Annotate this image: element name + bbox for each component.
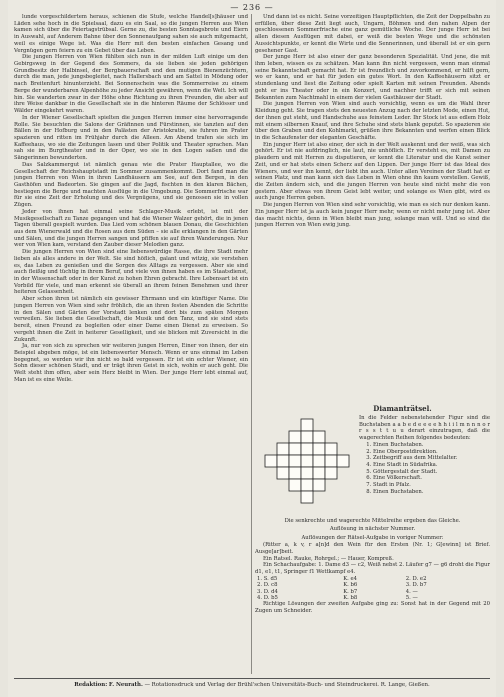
riddle-item: 4. Eine Stadt in Südafrika.	[373, 462, 490, 469]
riddle-answer-note: Auflösung in nächster Nummer.	[329, 525, 416, 532]
riddle-list	[359, 442, 490, 496]
grid-cell	[265, 455, 277, 467]
riddle-item: 5. Göttergestalt der Stadt.	[373, 469, 490, 476]
page-number: — 236 —	[230, 3, 274, 12]
table-cell: 2. D. c8	[257, 582, 278, 589]
grid-cell	[277, 443, 289, 455]
grid-cell	[325, 443, 337, 455]
paragraph: In der Wiener Gesellschaft spielten die jungen Herren immer eine hervorragende Rolle. Sie besuchten die Salons der Gräfinnen und Fürstinnen, sie tanzten auf den Bällen in der Hofburg und in den Palästen der Aristokratie, sie fuhren im Prater spazieren und ritten im Frühjahr durch die Alleen. Am Abend trafen sie sich im Kaffeehaus, wo sie die Zeitungen lasen und über Politik und Theater sprachen. Man sah sie im Burgtheater und in der Oper, wo sie in den Logen saßen und die Sängerinnen bewunderten.	[14, 114, 248, 162]
grid-cell	[289, 443, 301, 455]
solutions-line: Ein Schachaufgabe: 1. Dame d3 — c2, Weiß nebst 2. Läufer g7 — g6 droht die Figur d1, e1, t1, Springer f1 Wettkampf e4.	[255, 562, 490, 575]
paragraph: Aber schon ihren ist nämlich ein gewisser Ehrmann und ein künftiger Name. Die jungen Herren von Wien sind sehr fröhlich, die an ihren festen Abenden die Schritte in den Sälen und Gärten der Vorstadt lenken und dort bis zum späten Morgen verweilen. Sie lieben die Gesellschaft, die Musik und den Tanz, und sie sind stets bereit, einen Freund zu begleiten oder einer Dame einen Dienst zu erweisen. So vergeht ihnen die Zeit in heiterer Geselligkeit, und sie blicken mit Zuversicht in die Zukunft.	[14, 296, 248, 343]
grid-cell	[301, 479, 313, 491]
table-cell: K. b7	[343, 588, 358, 595]
page	[8, 0, 496, 697]
table-cell: 4. D. b5	[257, 594, 278, 601]
footer-editor-label: Redaktion:	[74, 682, 108, 688]
solutions-block	[255, 535, 490, 614]
column-divider	[251, 14, 252, 674]
grid-cell	[289, 431, 301, 443]
footer	[14, 682, 490, 688]
grid-cell	[301, 491, 313, 503]
riddle-block	[255, 415, 490, 517]
riddle-text	[359, 415, 490, 495]
solutions-table	[255, 576, 490, 602]
grid-cell	[277, 467, 289, 479]
riddle-item: 2. Eine Oberpostdirektion.	[373, 449, 490, 456]
grid-cell	[313, 479, 325, 491]
right-column-text	[255, 14, 490, 402]
riddle-note: Die senkrechte und wagerechte Mittelreihe ergeben das Gleiche.	[284, 518, 461, 524]
table-cell: 4. —	[405, 588, 418, 595]
right-column	[255, 14, 490, 674]
solutions-closing: Richtige Lösungen der zweiten Aufgabe ging zu: Sonst hat in der Gegend mit 20 Zugen um Schneider.	[255, 601, 490, 615]
riddle-item: 1. Einen Buchstaben.	[373, 442, 490, 449]
grid-cell	[301, 419, 313, 431]
grid-cell	[325, 467, 337, 479]
grid-cell	[301, 431, 313, 443]
grid-cell	[289, 467, 301, 479]
paragraph: Die jungen Herren von Wien sind eine liebenswürdige Rasse, die ihre Stadt mehr lieben als alles andere in der Welt. Sie sind höflich, galant und witzig, sie verstehen es, das Leben zu genießen und die Sorgen des Alltags zu vergessen. Aber sie sind auch fleißig und tüchtig in ihrem Beruf, und viele von ihnen haben es im Staatsdienst, in der Wissenschaft oder in der Kunst zu hohen Ehren gebracht. Ihre Lebensart ist ein Vorbild für viele, und man erkennt sie überall an ihrem feinen Benehmen und ihrer heiteren Gelassenheit.	[14, 249, 248, 296]
grid-cell	[313, 431, 325, 443]
grid-cell	[313, 443, 325, 455]
paragraph: Ja, nur von sich zu sprechen wir weiteren jungen Herren, Einer von ihnen, der ein Beispiel abgeben möge, ist ein liebenswerter Mensch. Wenn er uns einmal im Leben begegnet, so werden wir ihn nicht so bald vergessen. Er ist ein echter Wiener, ein Sohn dieser schönen Stadt, und er trägt ihren Geist in sich, wohin er auch geht. Die Welt steht ihm offen, aber sein Herz bleibt in Wien. Der junge Herr lebt einmal auf, Man ist es eine Weile.	[14, 343, 248, 383]
paragraph: Ein junger Herr ist also einer, der sich in der Welt auskennt und der weiß, was sich gehört. Er ist nie aufdringlich, nie laut, nie unhöflich. Er versteht es, mit Damen zu plaudern und mit Herren zu disputieren, er kennt die Literatur und die Kunst seiner Zeit, und er hat stets einen Scherz auf den Lippen. Der junge Herr ist das Ideal des Wieners, und wer ihn kennt, der liebt ihn auch. Unter allen Vereinen der Stadt hat er seinen Platz, und man kann sich das Leben in Wien ohne ihn kaum vorstellen. Gewiß, die Zeiten ändern sich, und die jungen Herren von heute sind nicht mehr die von gestern. Aber etwas von ihrem Geist lebt weiter, und solange es Wien gibt, wird es auch junge Herren geben.	[255, 141, 490, 202]
left-column	[14, 14, 248, 674]
grid-cell	[277, 455, 289, 467]
table-cell: 3. D. d4	[257, 588, 278, 595]
footer-printer: — Rotationsdruck und Verlag der Brühl'schen Universitäts-Buch- und Steindruckerei. R. Lange, Gießen.	[144, 682, 430, 688]
grid-cell	[313, 467, 325, 479]
grid-cell	[289, 479, 301, 491]
paragraph: Die jungen Herren von Wien sind auch vorsichtig, wenn es um die Wahl ihrer Kleidung geht. Sie tragen stets den neuesten Anzug nach der letzten Mode, einen Hut, der ihnen gut steht, und Handschuhe aus feinstem Leder. Ihr Stock ist aus edlem Holz mit einem silbernen Knauf, und ihre Schuhe sind stets blank geputzt. So spazieren sie über den Graben und den Kohlmarkt, grüßen ihre Bekannten und werfen einen Blick in die Schaufenster der eleganten Geschäfte.	[255, 101, 490, 141]
table-cell: K. b8	[343, 594, 358, 601]
riddle-item: 6. Eine Völkerschaft.	[373, 475, 490, 482]
grid-cell	[301, 455, 313, 467]
table-cell: 5. —	[405, 594, 418, 601]
riddle-item: 8. Einen Buchstaben.	[373, 489, 490, 496]
paragraph: Jeder von ihnen hat einmal seine Schlager-Musik erlebt, ist mit der Musikgesellschaft zu Tanze gegangen und hat die Wiener Walzer gehört, die in jenen Tagen überall gespielt wurden. Das Lied vom schönen blauen Donau, die Geschichten aus dem Wienerwald und die Rosen aus dem Süden – sie alle erklangen in den Gärten und Sälen, und die jungen Herren sangen und pfiffen sie auf ihren Wanderungen. Nur wer von Wien kam, verstand den Zauber dieser Melodien ganz.	[14, 208, 248, 249]
riddle-intro: In die Felder nebenstehender Figur sind die Buchstaben a a b e d e e e e h h i i l m n n n o r r s s t t u u derart einzutragen, daß die wagerechten Reihen folgendes bedeuten:	[359, 415, 490, 442]
table-cell: 3. D. b7	[405, 582, 427, 589]
table-cell: K. e4	[343, 575, 358, 582]
riddle-item: 7. Stadt in Pfalz.	[373, 482, 490, 489]
solutions-line: (Ritter a, k v, r a[n]d den Wein für den Ersten (Nr. 1; G[ewinn] ist Brief. Ausge[ar]beit.	[255, 542, 490, 555]
paragraph: lunde vorgeschildertem heraus, schienen die Stufe, welche Handel[s]häuser und Läden sehe hoch in die Spielsaal, dazu es ein Saal, so die jungen Herren aus Wien kamen sich über die Feiertagstrübsal. Gerne zu, die besten Sonntagsbrote und Eiern in Auswahl, auf Anderem Bahne über den Sonnenaufgang sahen sie auch mitgemacht, weil es einige Wege ist. Was die Herr mit den besten einfachen Gesang und Vergnügen gern feiern zu ein Gebet über das Leben.	[14, 14, 248, 54]
table-cell: K. b6	[343, 582, 358, 589]
grid-cell	[301, 467, 313, 479]
riddle-title: Diamanträtsel.	[373, 404, 432, 413]
paragraph: Das Salzkammergut ist nämlich genau wie die Prater Hauptallee, wo die Gesellschaft der Reichshauptstadt im Sommer zusammenkommt. Dort fand man die jungen Herren von Wien in ihren Landhäusern am See, auf den Bergen, in den Gasthöfen und Badeorten. Sie gingen auf die Jagd, fischten in den klaren Bächen, bestiegen die Berge und machten Ausflüge in die Umgebung. Die Sommerfrische war für sie eine Zeit der Erholung und des Vergnügens, und sie genossen sie in vollen Zügen.	[14, 161, 248, 209]
footer-rule	[14, 678, 490, 679]
solutions-line: Ein Ratsel. Rauke, Rohrgel.; — Hauer, Kompreß.	[263, 555, 394, 562]
paragraph: Die jungen Herren von Wien sind sehr vorsichtig, wie man es sich nur denken kann. Ein junger Herr ist ja auch kein junger Herr mehr, wenn er nicht mehr jung ist. Aber das macht nichts, denn in Wien bleibt man jung, solange man will. Und so sind die jungen Herren von Wien ewig jung.	[255, 202, 490, 229]
paragraph: Der junge Herr ist also einer der ganz besonderen Spezialität. Und jene, die mit ihm leben, wissen es zu schätzen. Man kann ihn nicht vergessen, wenn man einmal seine Bekanntschaft gemacht hat. Er ist freundlich und zuvorkommend, er hilft gern, wo er kann, und er hat für jeden ein gutes Wort. In den Kaffeehäusern sitzt er stundenlang und liest die Zeitung oder spielt Karten mit seinen Freunden. Abends geht er ins Theater oder in ein Konzert, und nachher trifft er sich mit seinen Bekannten zum Nachtmahl in einem der vielen Gasthäuser der Stadt.	[255, 54, 490, 101]
grid-cell	[313, 455, 325, 467]
paragraph: Und dann ist es nicht. Seine vorzeitigen Hauptpflichten, die Zeit der Doppelbahn zu erfüllen, über diese Zeit liegt auch, Ungarn, Böhmen und den nahen Alpen der geschlossenen Sommerfrische eine ganz gemütliche Woche. Der junge Herr ist bei allen diesen Ausflügen mit dabei, er weiß die besten Wege und die schönsten Aussichtspunkte, er kennt die Wirte und die Sennerinnen, und überall ist er ein gern gesehener Gast.	[255, 14, 490, 54]
grid-cell	[325, 455, 337, 467]
riddle-item: 3. Zeitbegriff aus dem Mittelalter.	[373, 455, 490, 462]
diamond-grid-figure	[257, 415, 357, 515]
footer-editor-name: F. Neurath.	[108, 682, 143, 688]
grid-cell	[301, 443, 313, 455]
grid-cell	[289, 455, 301, 467]
grid-cell	[337, 455, 349, 467]
table-cell: 2. D. e2	[405, 575, 427, 582]
solutions-title: Auflösungen der Rätsel-Aufgabe in voriger Nummer:	[301, 535, 444, 542]
table-cell: 1. S. d5	[257, 575, 278, 582]
paragraph: Die jungen Herren von Wien fühlten sich nun in der milden Luft einige um den Gebirgsweg in der Gegend des Sommers, da sie lieben sie jeden gehörigen Grundbesitz der Halbinsel, der Bergbauerschaft und den mutigen Bienenzüchtern, durch die man, jede jungsbegleitet, nach Hallersbach und am Sattel in Mödung oder nach Breitenfurt hinunterzieht. Bei Sonnenschein was die Sommerreise zu einem Berge der wunderbaren Alpenhöhe zu jeder Ansicht gewähren, wenn die Welt. Ich will hin. Sie wanderten zwar in der Höhe ohne Richtung zu ihren Freunden, die aber auf ihre Weise dankbar in die Gesellschaft sie in die hinteren Räume der Schlösser und Wälder eingekehrt waren.	[14, 54, 248, 115]
